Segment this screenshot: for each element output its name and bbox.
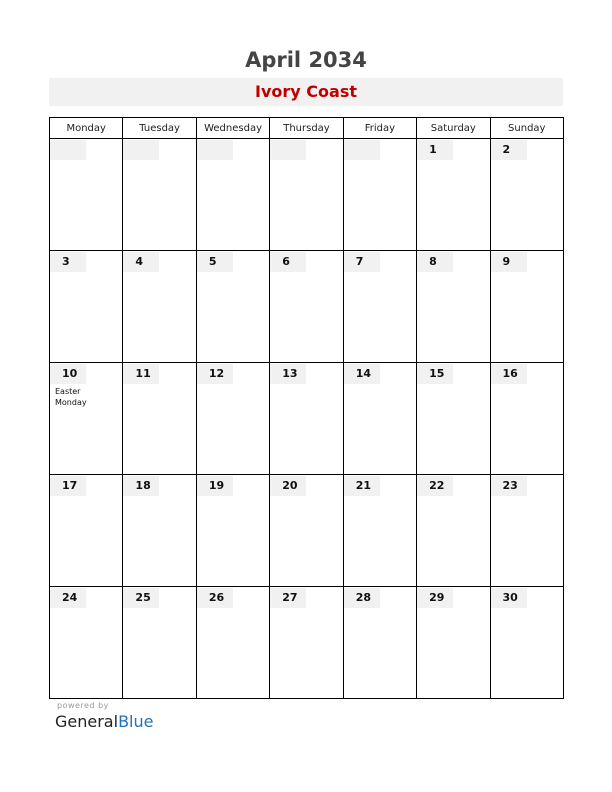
day-cell <box>490 251 563 363</box>
day-number: 19 <box>197 476 233 496</box>
weekday-header-row <box>50 118 564 139</box>
day-cell <box>490 587 563 699</box>
day-number: 5 <box>197 252 233 272</box>
country-name: Ivory Coast <box>255 82 357 101</box>
weekday-monday: Monday <box>50 118 123 139</box>
day-cell <box>50 363 123 475</box>
day-number: 25 <box>123 588 159 608</box>
day-number: 2 <box>491 140 527 160</box>
day-number: 26 <box>197 588 233 608</box>
day-cell <box>196 139 269 251</box>
day-cell <box>343 587 416 699</box>
holiday-label <box>55 386 87 408</box>
day-cell <box>50 475 123 587</box>
calendar-grid <box>49 117 564 699</box>
day-number <box>123 140 159 160</box>
day-cell <box>196 251 269 363</box>
weekday-saturday: Saturday <box>417 118 490 139</box>
week-row <box>50 587 564 699</box>
day-number: 4 <box>123 252 159 272</box>
day-number: 23 <box>491 476 527 496</box>
day-number <box>50 140 86 160</box>
day-number: 28 <box>344 588 380 608</box>
logo-general: General <box>55 712 119 731</box>
day-cell <box>50 139 123 251</box>
day-cell <box>417 475 490 587</box>
day-cell <box>490 139 563 251</box>
day-number: 6 <box>270 252 306 272</box>
day-cell <box>343 139 416 251</box>
day-number <box>270 140 306 160</box>
day-cell <box>196 587 269 699</box>
day-number: 10 <box>50 364 86 384</box>
day-cell <box>123 475 196 587</box>
day-cell <box>343 475 416 587</box>
weekday-wednesday: Wednesday <box>196 118 269 139</box>
day-cell <box>270 587 343 699</box>
day-number: 1 <box>417 140 453 160</box>
day-cell <box>270 475 343 587</box>
day-number: 24 <box>50 588 86 608</box>
day-cell <box>270 139 343 251</box>
day-number <box>197 140 233 160</box>
day-cell <box>270 251 343 363</box>
weekday-tuesday: Tuesday <box>123 118 196 139</box>
day-number: 20 <box>270 476 306 496</box>
day-cell <box>417 587 490 699</box>
week-row <box>50 139 564 251</box>
day-number: 22 <box>417 476 453 496</box>
day-cell <box>343 363 416 475</box>
day-number: 17 <box>50 476 86 496</box>
day-cell <box>50 587 123 699</box>
day-cell <box>490 363 563 475</box>
country-band <box>49 78 563 106</box>
day-number: 21 <box>344 476 380 496</box>
calendar-title: April 2034 <box>245 48 367 72</box>
day-number: 14 <box>344 364 380 384</box>
day-number: 15 <box>417 364 453 384</box>
day-number: 16 <box>491 364 527 384</box>
weekday-friday: Friday <box>343 118 416 139</box>
day-cell <box>123 139 196 251</box>
day-number: 29 <box>417 588 453 608</box>
day-cell <box>196 363 269 475</box>
day-cell <box>123 587 196 699</box>
holiday-line: Monday <box>55 398 87 407</box>
day-number: 13 <box>270 364 306 384</box>
day-cell <box>50 251 123 363</box>
day-cell <box>417 363 490 475</box>
day-number: 18 <box>123 476 159 496</box>
day-number: 12 <box>197 364 233 384</box>
day-number: 3 <box>50 252 86 272</box>
day-cell <box>417 139 490 251</box>
day-number: 8 <box>417 252 453 272</box>
day-number <box>344 140 380 160</box>
day-number: 9 <box>491 252 527 272</box>
weekday-thursday: Thursday <box>270 118 343 139</box>
day-cell <box>123 363 196 475</box>
day-number: 7 <box>344 252 380 272</box>
day-number: 27 <box>270 588 306 608</box>
weekday-sunday: Sunday <box>490 118 563 139</box>
week-row <box>50 475 564 587</box>
day-cell <box>490 475 563 587</box>
day-number: 30 <box>491 588 527 608</box>
week-row <box>50 251 564 363</box>
holiday-line: Easter <box>55 387 81 396</box>
generalblue-logo[interactable] <box>55 712 153 731</box>
day-cell <box>270 363 343 475</box>
powered-by-text: powered by <box>57 701 109 710</box>
day-cell <box>343 251 416 363</box>
logo-blue: Blue <box>118 712 154 731</box>
day-cell <box>123 251 196 363</box>
day-cell <box>417 251 490 363</box>
week-row <box>50 363 564 475</box>
day-number: 11 <box>123 364 159 384</box>
day-cell <box>196 475 269 587</box>
